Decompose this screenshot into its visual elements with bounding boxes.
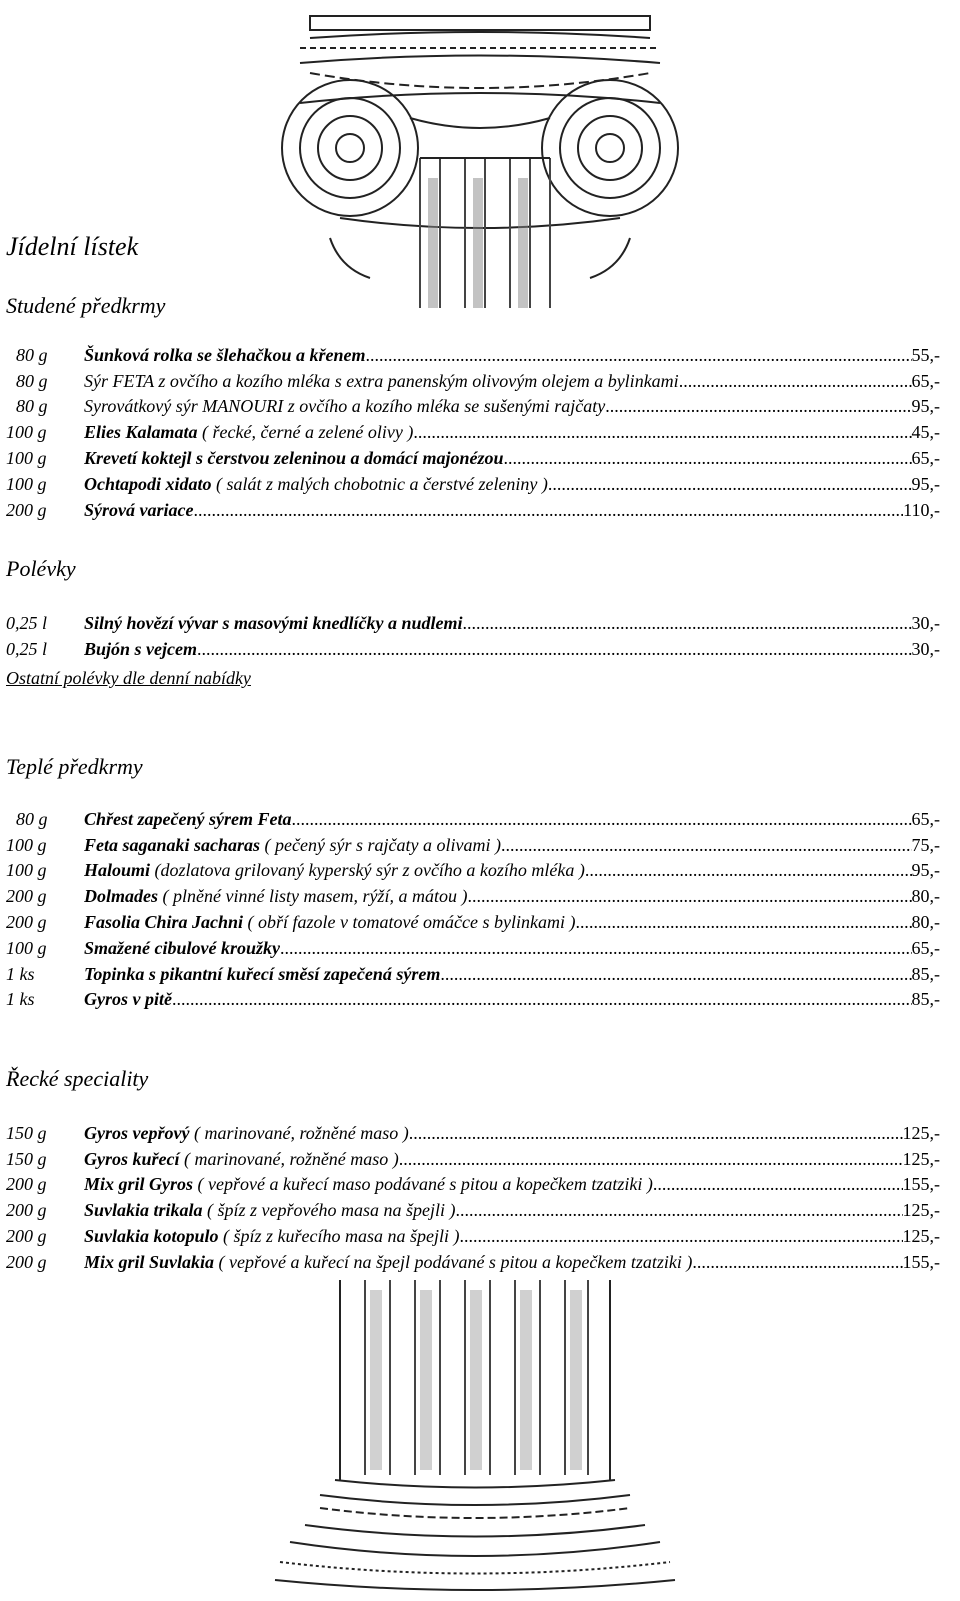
section-title-soups: Polévky [6, 556, 76, 581]
menu-item: 200 g Suvlakia trikala ( špíz z vepřového masa na špejli ) ..... 125,- [6, 1195, 940, 1221]
menu-item: 200 g Mix gril Gyros ( vepřové a kuřecí maso podávané s pitou a kopečkem tzatziki ) ..... 155,- [6, 1170, 940, 1196]
hot-starters-list [6, 804, 940, 1010]
menu-item: 200 g Suvlakia kotopulo ( špíz z kuřecího masa na špejli ) ..... 125,- [6, 1221, 940, 1247]
menu-item: 150 g Gyros vepřový ( marinované, rožněné maso ) ..... 125,- [6, 1118, 940, 1144]
section-title-hot-starters: Teplé předkrmy [6, 754, 143, 779]
menu-item: 1 ks Gyros v pitě ..... 85,- [6, 985, 940, 1011]
section-title-greek-specialities: Řecké speciality [6, 1066, 149, 1091]
section-title-cold-starters: Studené předkrmy [6, 293, 166, 318]
menu-item: 200 g Dolmades ( plněné vinné listy masem, rýží, a mátou ) ..... 80,- [6, 881, 940, 907]
menu-item: 100 g Haloumi (dozlatova grilovaný kyperský sýr z ovčího a kozího mléka ) ..... 95,- [6, 856, 940, 882]
menu-item: 1 ks Topinka s pikantní kuřecí směsí zapečená sýrem ..... 85,- [6, 959, 940, 985]
menu-item: 0,25 l Silný hovězí vývar s masovými knedlíčky a nudlemi ..... 30,- [6, 608, 940, 634]
menu-item: 150 g Gyros kuřecí ( marinované, rožněné maso ) ..... 125,- [6, 1144, 940, 1170]
menu-item: 100 g Ochtapodi xidato ( salát z malých chobotnic a čerstvé zeleniny ) ..... 95,- [6, 469, 940, 495]
menu-item: 100 g Krevetí koktejl s čerstvou zeleninou a domácí majonézou ..... 65,- [6, 443, 940, 469]
greek-specialities-list [6, 1118, 940, 1273]
cold-starters-list [6, 340, 940, 521]
column-base-illustration [250, 1280, 700, 1601]
soups-list [6, 608, 940, 660]
menu-title: Jídelní lístek [6, 232, 139, 261]
column-capital-illustration [270, 8, 690, 308]
menu-item: 80 g Syrovátkový sýr MANOURI z ovčího a kozího mléka se sušenými rajčaty ..... 95,- [6, 392, 940, 418]
menu-item: 0,25 l Bujón s vejcem ..... 30,- [6, 634, 940, 660]
menu-item: 200 g Fasolia Chira Jachni ( obří fazole v tomatové omáčce s bylinkami ) ..... 80,- [6, 907, 940, 933]
menu-item: 80 g Šunková rolka se šlehačkou a křenem ..... 55,- [6, 340, 940, 366]
menu-item: 100 g Smažené cibulové kroužky ..... 65,- [6, 933, 940, 959]
menu-item: 200 g Mix gril Suvlakia ( vepřové a kuřecí na špejl podávané s pitou a kopečkem tzatziki ) ..... 155,- [6, 1247, 940, 1273]
menu-item: 80 g Sýr FETA z ovčího a kozího mléka s extra panenským olivovým olejem a bylinkami ..... 65,- [6, 366, 940, 392]
menu-item: 100 g Elies Kalamata ( řecké, černé a zelené olivy ) ..... 45,- [6, 417, 940, 443]
menu-item: 100 g Feta saganaki sacharas ( pečený sýr s rajčaty a olivami ) ..... 75,- [6, 830, 940, 856]
menu-item: 80 g Chřest zapečený sýrem Feta ..... 65,- [6, 804, 940, 830]
soups-note: Ostatní polévky dle denní nabídky [6, 668, 251, 688]
menu-item: 200 g Sýrová variace ..... 110,- [6, 495, 940, 521]
